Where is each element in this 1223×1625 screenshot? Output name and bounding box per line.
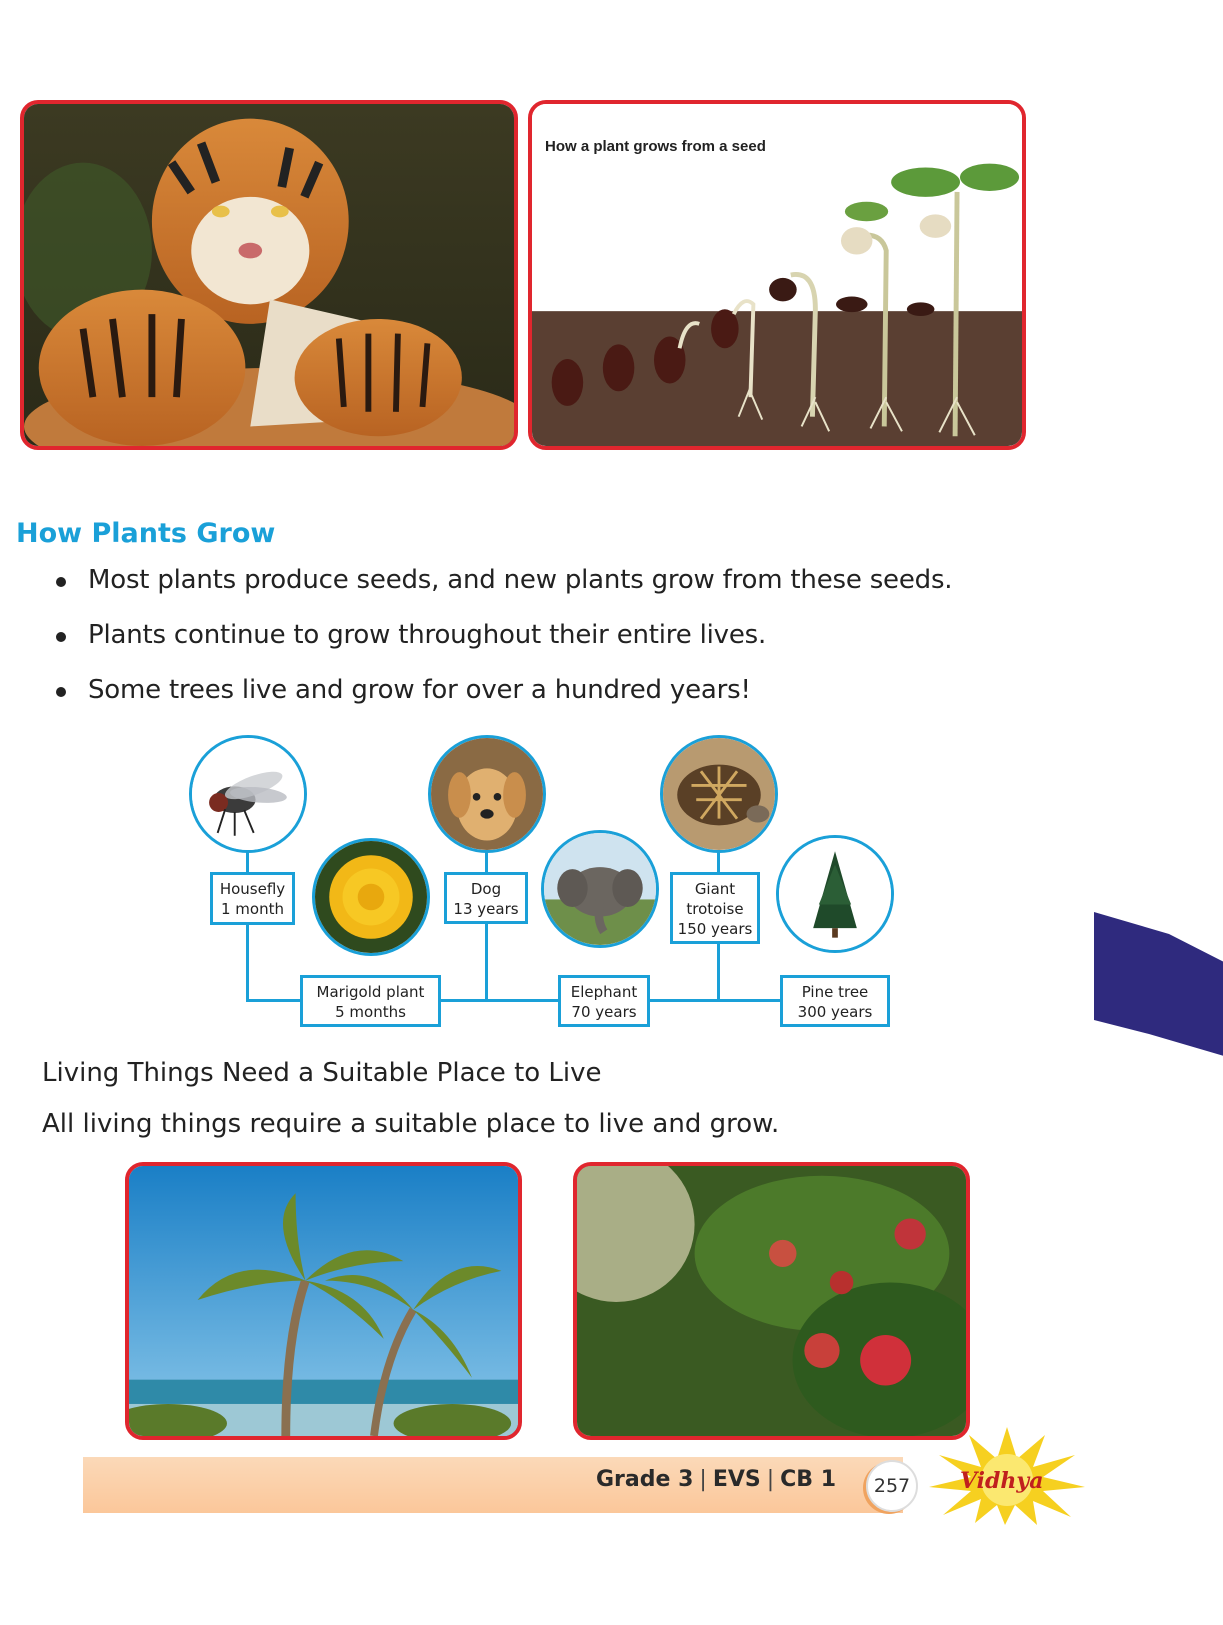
housefly-circle: [189, 735, 307, 853]
habitat-heading: Living Things Need a Suitable Place to Live: [42, 1058, 602, 1088]
apple-tree-image: [577, 1166, 966, 1436]
dog-circle: [428, 735, 546, 853]
marigold-name: Marigold plant: [316, 983, 425, 1001]
palm-trees-photo: [125, 1162, 522, 1440]
dog-name: Dog: [470, 880, 502, 898]
marigold-circle: [312, 838, 430, 956]
housefly-icon: [192, 738, 304, 850]
vidhya-logo-text: Vidhya: [960, 1468, 1044, 1494]
lifespan-diagram: [180, 730, 910, 1040]
plant-growth-image: [532, 104, 1022, 446]
elephant-icon: [544, 833, 656, 945]
marigold-span: 5 months: [335, 1003, 406, 1021]
apple-tree-photo: [573, 1162, 970, 1440]
footer-book: CB 1: [780, 1467, 837, 1492]
marigold-icon: [315, 841, 427, 953]
marigold-label: [300, 975, 441, 1027]
bullet-item: Most plants produce seeds, and new plants grow from these seeds.: [52, 553, 952, 608]
plant-growth-diagram: [528, 100, 1026, 450]
chapter-side-tab: [1094, 912, 1223, 1056]
tortoise-icon: [663, 738, 775, 850]
palm-trees-image: [129, 1166, 518, 1436]
pine-circle: [776, 835, 894, 953]
housefly-label: [210, 872, 295, 925]
plant-diagram-caption: How a plant grows from a seed: [545, 138, 766, 155]
footer-subject: EVS: [712, 1467, 761, 1492]
tortoise-name-1: Giant: [694, 880, 736, 898]
footer-separator: |: [699, 1467, 707, 1492]
footer-grade: Grade 3: [596, 1467, 694, 1492]
dog-icon: [431, 738, 543, 850]
tortoise-circle: [660, 735, 778, 853]
tiger-image: [24, 104, 514, 446]
bullet-item: Some trees live and grow for over a hundred years!: [52, 663, 952, 718]
elephant-circle: [541, 830, 659, 948]
bullet-item: Plants continue to grow throughout their entire lives.: [52, 608, 952, 663]
bullet-list: [52, 553, 952, 718]
pine-span: 300 years: [797, 1003, 873, 1021]
tortoise-span: 150 years: [677, 920, 753, 938]
tortoise-label: [670, 872, 760, 944]
pine-label: [780, 975, 890, 1027]
footer-info: [596, 1467, 836, 1492]
page-number: 257: [866, 1460, 918, 1512]
pine-name: Pine tree: [801, 983, 869, 1001]
housefly-name: Housefly: [219, 880, 286, 898]
elephant-span: 70 years: [571, 1003, 637, 1021]
housefly-span: 1 month: [221, 900, 284, 918]
dog-label: [444, 872, 528, 924]
tiger-photo: [20, 100, 518, 450]
elephant-label: [558, 975, 650, 1027]
elephant-name: Elephant: [570, 983, 638, 1001]
footer-separator: |: [766, 1467, 775, 1492]
tortoise-name-2: trotoise: [686, 900, 744, 918]
section-title: How Plants Grow: [16, 518, 276, 549]
connector-line: [717, 942, 720, 1000]
connector-line: [485, 922, 488, 1000]
habitat-text: All living things require a suitable place to live and grow.: [42, 1109, 780, 1139]
connector-line: [246, 923, 249, 1001]
dog-span: 13 years: [453, 900, 519, 918]
pine-tree-icon: [779, 838, 891, 950]
